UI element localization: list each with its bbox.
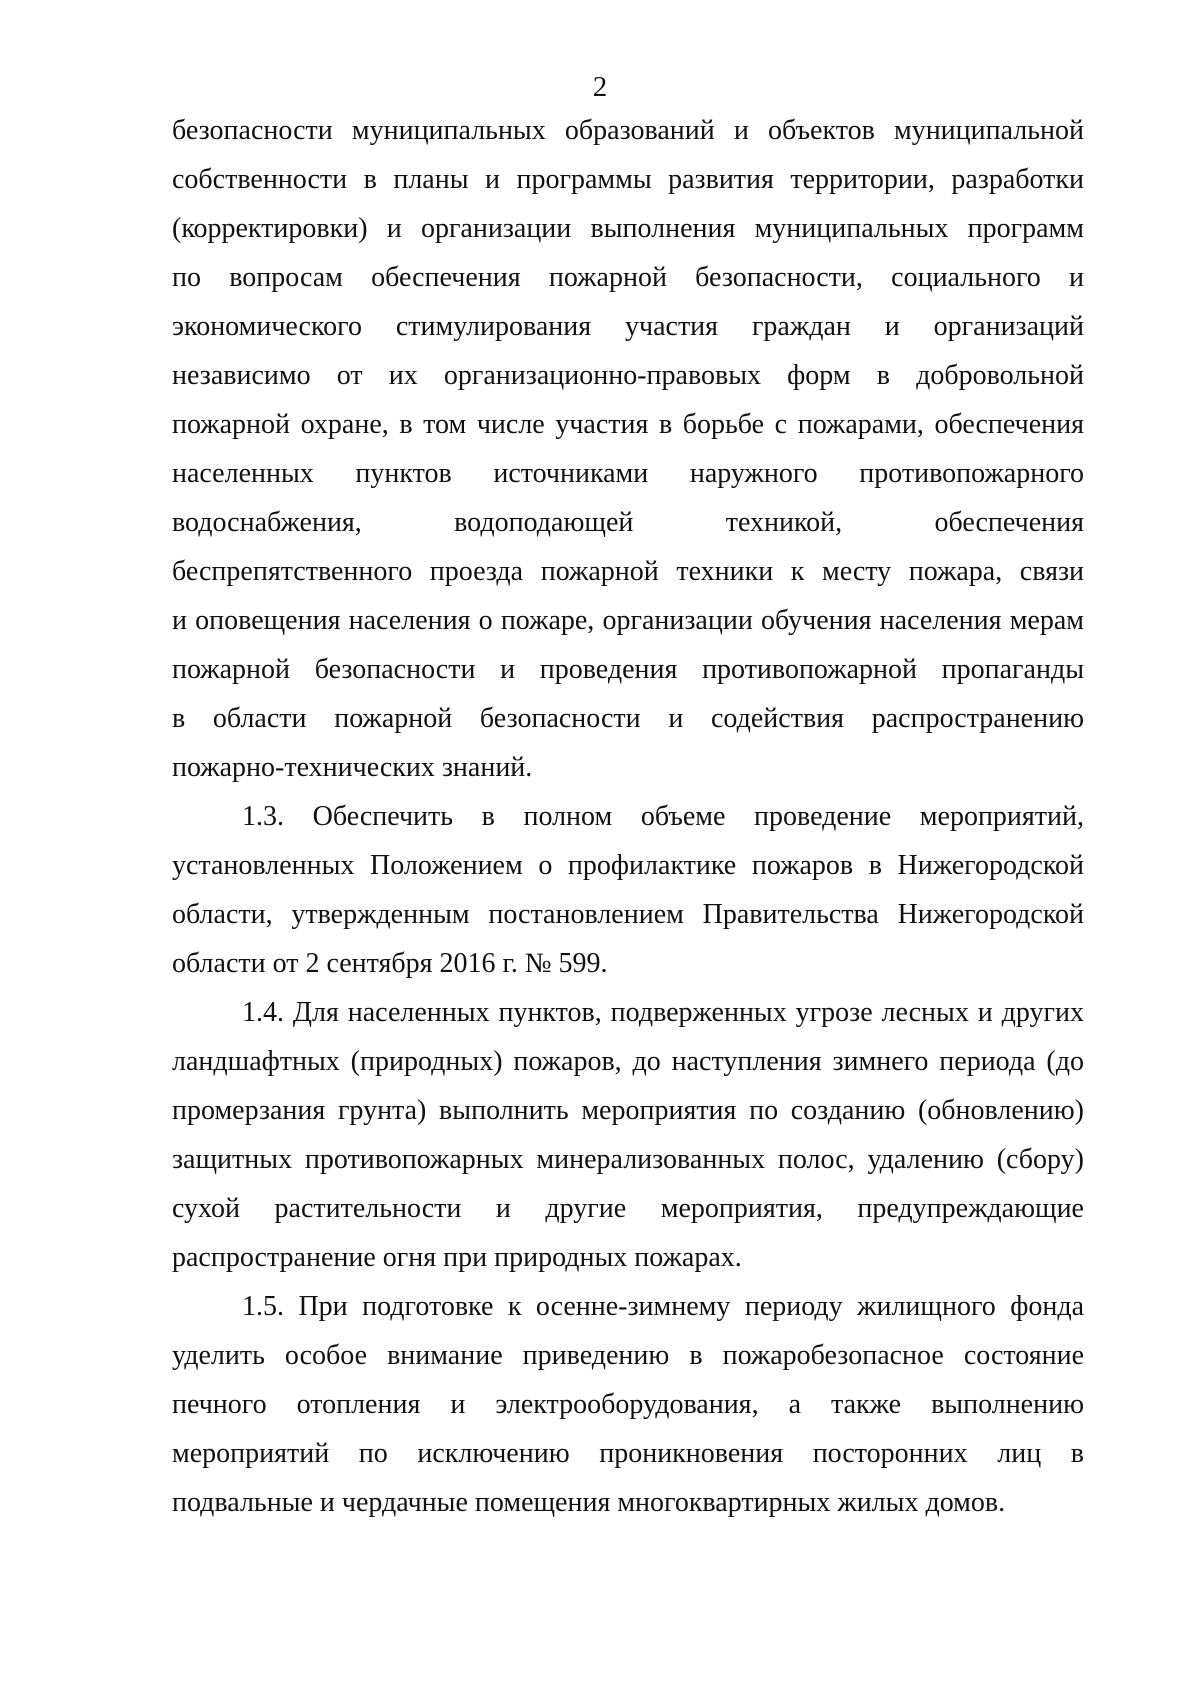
text-line: безопасности муниципальных образований и объектов муниципальной xyxy=(172,115,1084,146)
text-line: по вопросам обеспечения пожарной безопасности, социального и xyxy=(172,262,1084,293)
text-line: уделить особое внимание приведению в пожаробезопасное состояние xyxy=(172,1340,1084,1371)
text-line: и оповещения населения о пожаре, организации обучения населения мерам xyxy=(172,605,1084,636)
paragraph-1-5 xyxy=(172,1282,1084,1527)
text-line: пожарной безопасности и проведения противопожарной пропаганды xyxy=(172,654,1084,685)
text-line: сухой растительности и другие мероприятия, предупреждающие xyxy=(172,1193,1084,1224)
text-line: собственности в планы и программы развития территории, разработки xyxy=(172,164,1084,195)
text-line: 1.3. Обеспечить в полном объеме проведение мероприятий, xyxy=(242,801,1084,832)
text-line: подвальные и чердачные помещения многоквартирных жилых домов. xyxy=(172,1487,1006,1518)
paragraph-1-3 xyxy=(172,792,1084,988)
text-line: 1.5. При подготовке к осенне-зимнему периоду жилищного фонда xyxy=(242,1291,1084,1322)
text-line: распространение огня при природных пожарах. xyxy=(172,1242,742,1273)
text-line: экономического стимулирования участия граждан и организаций xyxy=(172,311,1084,342)
text-line: беспрепятственного проезда пожарной техники к месту пожара, связи xyxy=(172,556,1084,587)
document-body xyxy=(172,106,1084,1527)
text-line: пожарной охране, в том числе участия в борьбе с пожарами, обеспечения xyxy=(172,409,1084,440)
text-line: защитных противопожарных минерализованных полос, удалению (сбору) xyxy=(172,1144,1084,1175)
text-line: ландшафтных (природных) пожаров, до наступления зимнего периода (до xyxy=(172,1046,1084,1077)
text-line: пожарно-технических знаний. xyxy=(172,752,533,783)
text-line: области от 2 сентября 2016 г. № 599. xyxy=(172,948,608,979)
text-line: мероприятий по исключению проникновения посторонних лиц в xyxy=(172,1438,1084,1469)
text-line: 1.4. Для населенных пунктов, подверженных угрозе лесных и других xyxy=(242,997,1084,1028)
paragraph-continuation xyxy=(172,106,1084,792)
text-line: в области пожарной безопасности и содействия распространению xyxy=(172,703,1084,734)
page-number: 2 xyxy=(592,71,608,103)
text-line: промерзания грунта) выполнить мероприятия по созданию (обновлению) xyxy=(172,1095,1084,1126)
text-line: печного отопления и электрооборудования, а также выполнению xyxy=(172,1389,1084,1420)
text-line: области, утвержденным постановлением Правительства Нижегородской xyxy=(172,899,1084,930)
text-line: независимо от их организационно-правовых форм в добровольной xyxy=(172,360,1084,391)
text-line: населенных пунктов источниками наружного противопожарного xyxy=(172,458,1084,489)
text-line: водоснабжения, водоподающей техникой, обеспечения xyxy=(172,507,1084,538)
text-line: (корректировки) и организации выполнения муниципальных программ xyxy=(172,213,1084,244)
paragraph-1-4 xyxy=(172,988,1084,1282)
text-line: установленных Положением о профилактике пожаров в Нижегородской xyxy=(172,850,1084,881)
